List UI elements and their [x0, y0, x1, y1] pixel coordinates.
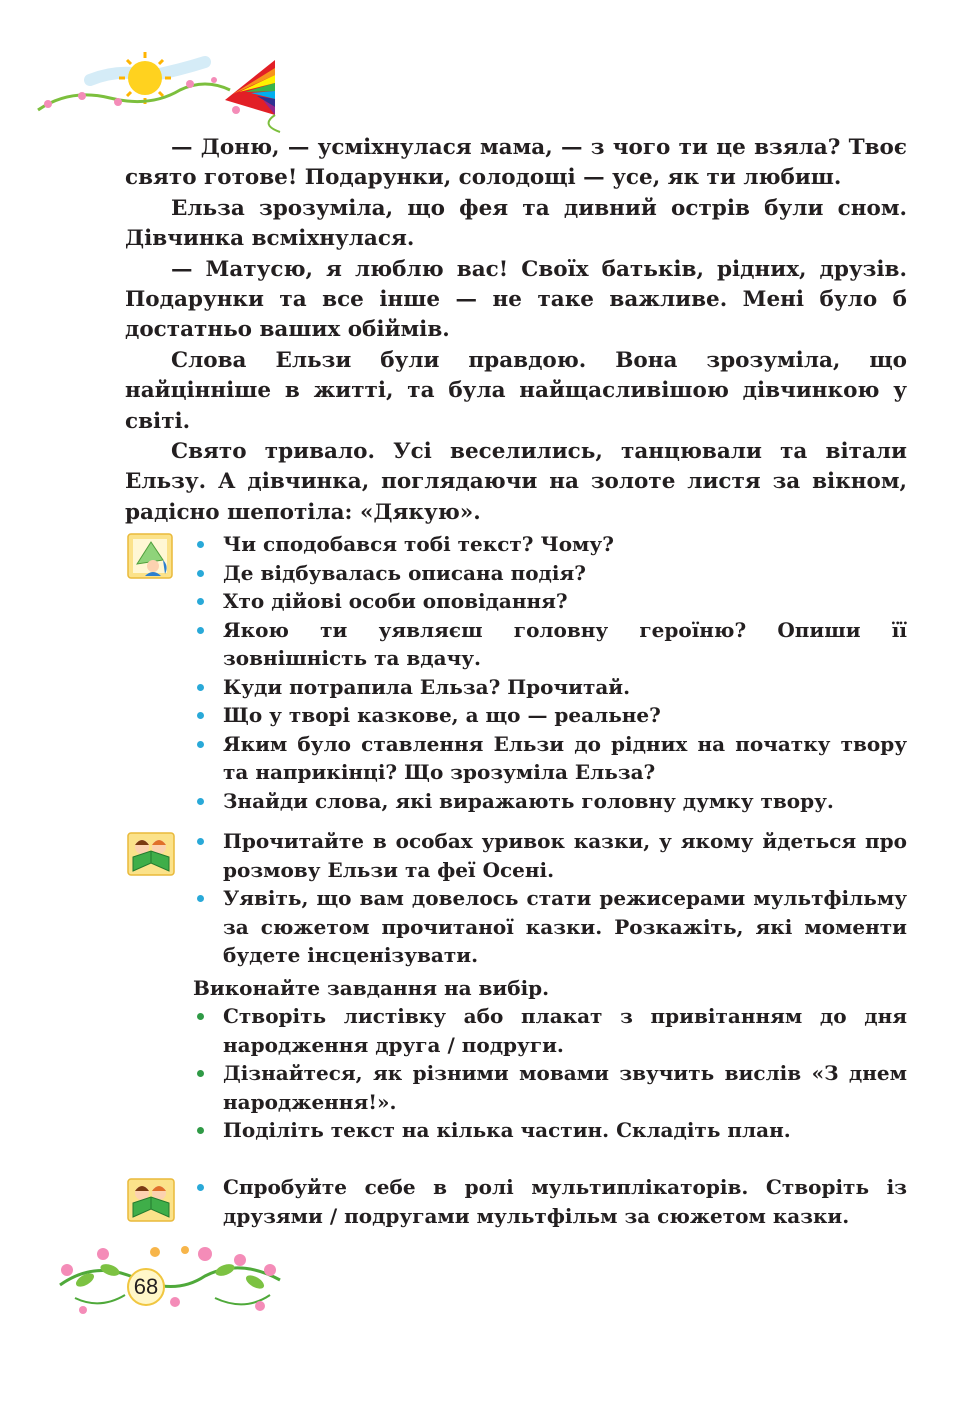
list-item: Яким було ставлення Ельзи до рідних на початку твору та наприкінці? Що зрозуміла Ельза? — [193, 730, 907, 787]
list-item: Де відбувалась описана подія? — [193, 559, 907, 588]
story-paragraph: — Матусю, я люблю вас! Своїх батьків, рідних, друзів. Подарунки та все інше — не таке важливе. Мені було б достатньо ваших обіймів. — [125, 256, 907, 343]
flower-vine-decoration-icon — [55, 1240, 285, 1320]
story-paragraph: — Доню, — усміхнулася мама, — з чого ти це взяла? Твоє свято готове! Подарунки, солодощі — усе, як ти любиш. — [125, 135, 907, 191]
list-item: Хто дійові особи оповідання? — [193, 587, 907, 616]
group-tasks-list — [193, 827, 907, 970]
choice-title: Виконайте завдання на вибір. — [193, 976, 550, 1000]
story-paragraph: Ельза зрозуміла, що фея та дивний острів були сном. Дівчинка всміхнулася. — [125, 195, 907, 252]
project-list — [193, 1173, 907, 1230]
list-item: Створіть листівку або плакат з привітанням до дня народження друга / подруги. — [193, 1002, 907, 1059]
sun-kite-decoration-icon — [30, 40, 290, 135]
notebook-child-icon — [125, 530, 177, 582]
list-item: Поділіть текст на кілька частин. Складіть план. — [193, 1116, 907, 1145]
story-paragraph: Свято тривало. Усі веселились, танцювали та вітали Ельзу. А дівчинка, поглядаючи на золоте листя за вікном, радісно шепотіла: «Дякую». — [125, 439, 907, 525]
list-item: Чи сподобався тобі текст? Чому? — [193, 530, 907, 559]
list-item: Якою ти уявляєш головну героїню? Опиши її зовнішність та вдачу. — [193, 616, 907, 673]
list-item: Уявіть, що вам довелось стати режисерами мультфільму за сюжетом прочитаної казки. Розкажіть, які моменти будете інсценізувати. — [193, 884, 907, 970]
list-item: Прочитайте в особах уривок казки, у якому йдеться про розмову Ельзи та феї Осені. — [193, 827, 907, 884]
list-item: Що у творі казкове, а що — реальне? — [193, 701, 907, 730]
page-number: 68 — [127, 1268, 165, 1306]
choice-tasks-list — [193, 1002, 907, 1145]
list-item: Знайди слова, які виражають головну думку твору. — [193, 787, 907, 816]
questions-list — [193, 530, 907, 815]
story-text — [125, 133, 907, 528]
children-reading-icon — [125, 1173, 177, 1225]
list-item: Спробуйте себе в ролі мультиплікаторів. Створіть із друзями / подругами мультфільм за сюжетом казки. — [193, 1173, 907, 1230]
list-item: Куди потрапила Ельза? Прочитай. — [193, 673, 907, 702]
children-reading-icon — [125, 827, 177, 879]
story-paragraph: Слова Ельзи були правдою. Вона зрозуміла, що найцінніше в житті, та була найщасливішою дівчинкою у світі. — [125, 347, 907, 434]
list-item: Дізнайтеся, як різними мовами звучить вислів «З днем народження!». — [193, 1059, 907, 1116]
